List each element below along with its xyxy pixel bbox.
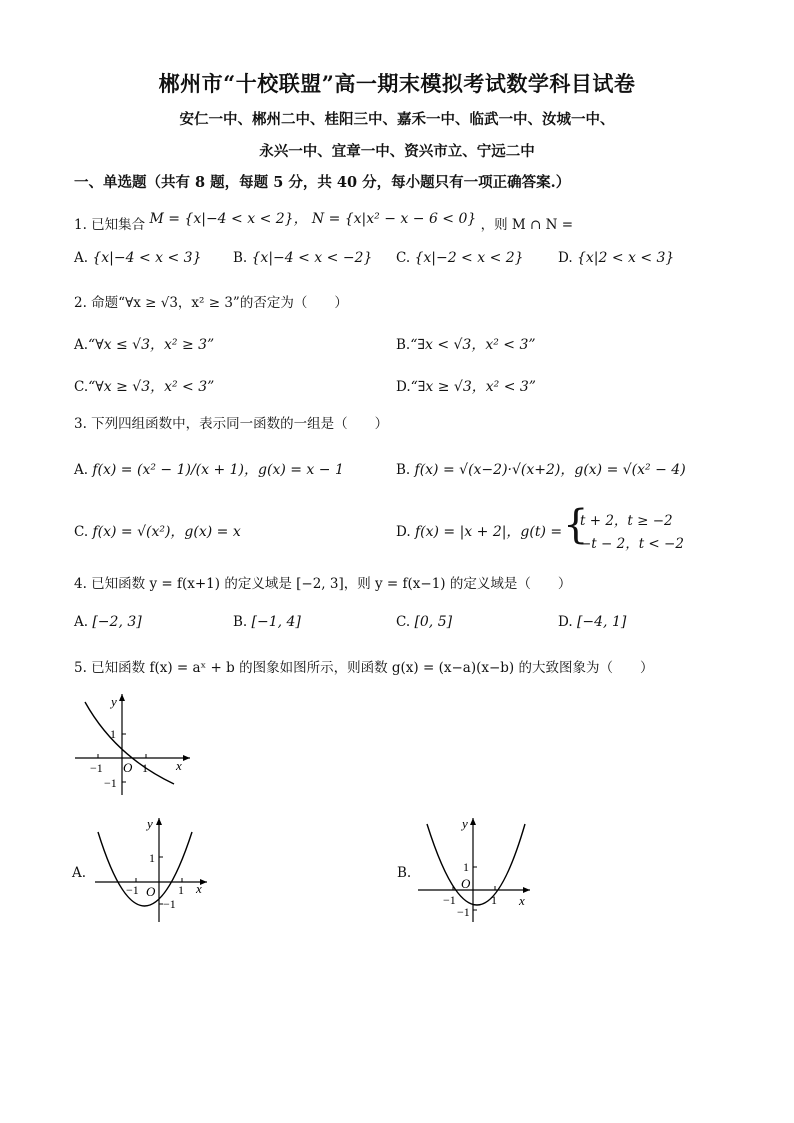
q2-option-c: C.“∀x ≥ √3，x² < 3” <box>74 379 215 395</box>
schools-line-2: 永兴一中、宜章一中、资兴市立、宁远二中 <box>259 143 535 160</box>
q1-set-n: N = {x|x² − x − 6 < 0} <box>311 211 477 227</box>
tick-label: −1 <box>443 893 456 907</box>
y-label: y <box>462 816 468 831</box>
x-label: x <box>176 758 182 773</box>
section-heading: 一、单选题（共有 8 题，每题 5 分，共 40 分，每小题只有一项正确答案.） <box>74 174 571 191</box>
tick-label: −1 <box>163 897 176 911</box>
origin-label: O <box>146 884 156 899</box>
q5-option-b-label: B. <box>397 865 412 881</box>
tick-label: 1 <box>178 883 184 897</box>
question-3: 3. 下列四组函数中，表示同一函数的一组是（ ） <box>74 416 389 432</box>
y-label: y <box>147 816 153 831</box>
schools-line-1: 安仁一中、郴州二中、桂阳三中、嘉禾一中、临武一中、汝城一中、 <box>179 111 615 128</box>
tick-label: −1 <box>457 905 470 919</box>
q1-option-d: D. {x|2 < x < 3} <box>558 250 675 266</box>
tick-label: 1 <box>110 727 116 741</box>
q5-option-a-graph <box>92 812 217 924</box>
tick-label: −1 <box>104 776 117 790</box>
tick-label: 1 <box>142 761 148 775</box>
y-axis-arrow <box>156 818 162 825</box>
tick-label: −1 <box>90 761 103 775</box>
q3-piecewise-case-1: t + 2，t ≥ −2 <box>580 513 673 529</box>
parabola <box>427 824 525 905</box>
origin-label: O <box>123 760 133 775</box>
q3-option-d: D. f(x) = |x + 2|，g(t) = <box>396 524 563 540</box>
tick-label: −1 <box>126 883 139 897</box>
y-label: y <box>111 694 117 709</box>
question-2: 2. 命题“∀x ≥ √3，x² ≥ 3”的否定为（ ） <box>74 295 348 311</box>
origin-label: O <box>461 876 471 891</box>
q3-piecewise-brace: { <box>563 502 589 548</box>
q4-option-b: B. [−1, 4] <box>233 614 301 630</box>
x-axis-arrow <box>183 755 190 761</box>
q1-prefix: 1. 已知集合 <box>74 217 146 233</box>
q4-option-c: C. [0, 5] <box>396 614 453 630</box>
q2-option-d: D.“∃x ≥ √3，x² < 3” <box>396 379 536 395</box>
q2-option-b: B.“∃x < √3，x² < 3” <box>396 337 536 353</box>
question-4: 4. 已知函数 y = f(x+1) 的定义域是 [−2, 3]，则 y = f(x−1) 的定义域是（ ） <box>74 576 572 592</box>
q5-option-a-label: A. <box>72 865 87 881</box>
q1-option-b: B. {x|−4 < x < −2} <box>233 250 373 266</box>
q1-suffix: ，则 M ∩ N = <box>480 217 574 233</box>
q5-option-b-graph <box>415 812 540 924</box>
tick-label: 1 <box>463 860 469 874</box>
q3-option-c: C. f(x) = √(x²)，g(x) = x <box>74 524 241 540</box>
question-5: 5. 已知函数 f(x) = aˣ + b 的图象如图所示，则函数 g(x) = (x−a)(x−b) 的大致图象为（ ） <box>74 660 654 676</box>
q1-option-c: C. {x|−2 < x < 2} <box>396 250 524 266</box>
q3-piecewise-case-2: −t − 2，t < −2 <box>580 536 684 552</box>
tick-label: 1 <box>149 851 155 865</box>
y-axis-arrow <box>470 818 476 825</box>
q4-option-d: D. [−4, 1] <box>558 614 627 630</box>
q5-given-graph <box>70 688 195 798</box>
q1-set-m: M = {x|−4 < x < 2}， <box>149 211 308 227</box>
q3-option-b: B. f(x) = √(x−2)·√(x+2)，g(x) = √(x² − 4) <box>396 462 686 478</box>
x-label: x <box>196 881 202 896</box>
q3-option-a: A. f(x) = (x² − 1)/(x + 1)，g(x) = x − 1 <box>74 462 344 478</box>
q2-option-a: A.“∀x ≤ √3，x² ≥ 3” <box>74 337 215 353</box>
question-1 <box>74 213 573 234</box>
tick-label: 1 <box>491 893 497 907</box>
q4-option-a: A. [−2, 3] <box>74 614 142 630</box>
x-label: x <box>519 893 525 908</box>
q1-option-a: A. {x|−4 < x < 3} <box>74 250 202 266</box>
exam-title: 郴州市“十校联盟”高一期末模拟考试数学科目试卷 <box>158 71 636 96</box>
y-axis-arrow <box>119 694 125 701</box>
